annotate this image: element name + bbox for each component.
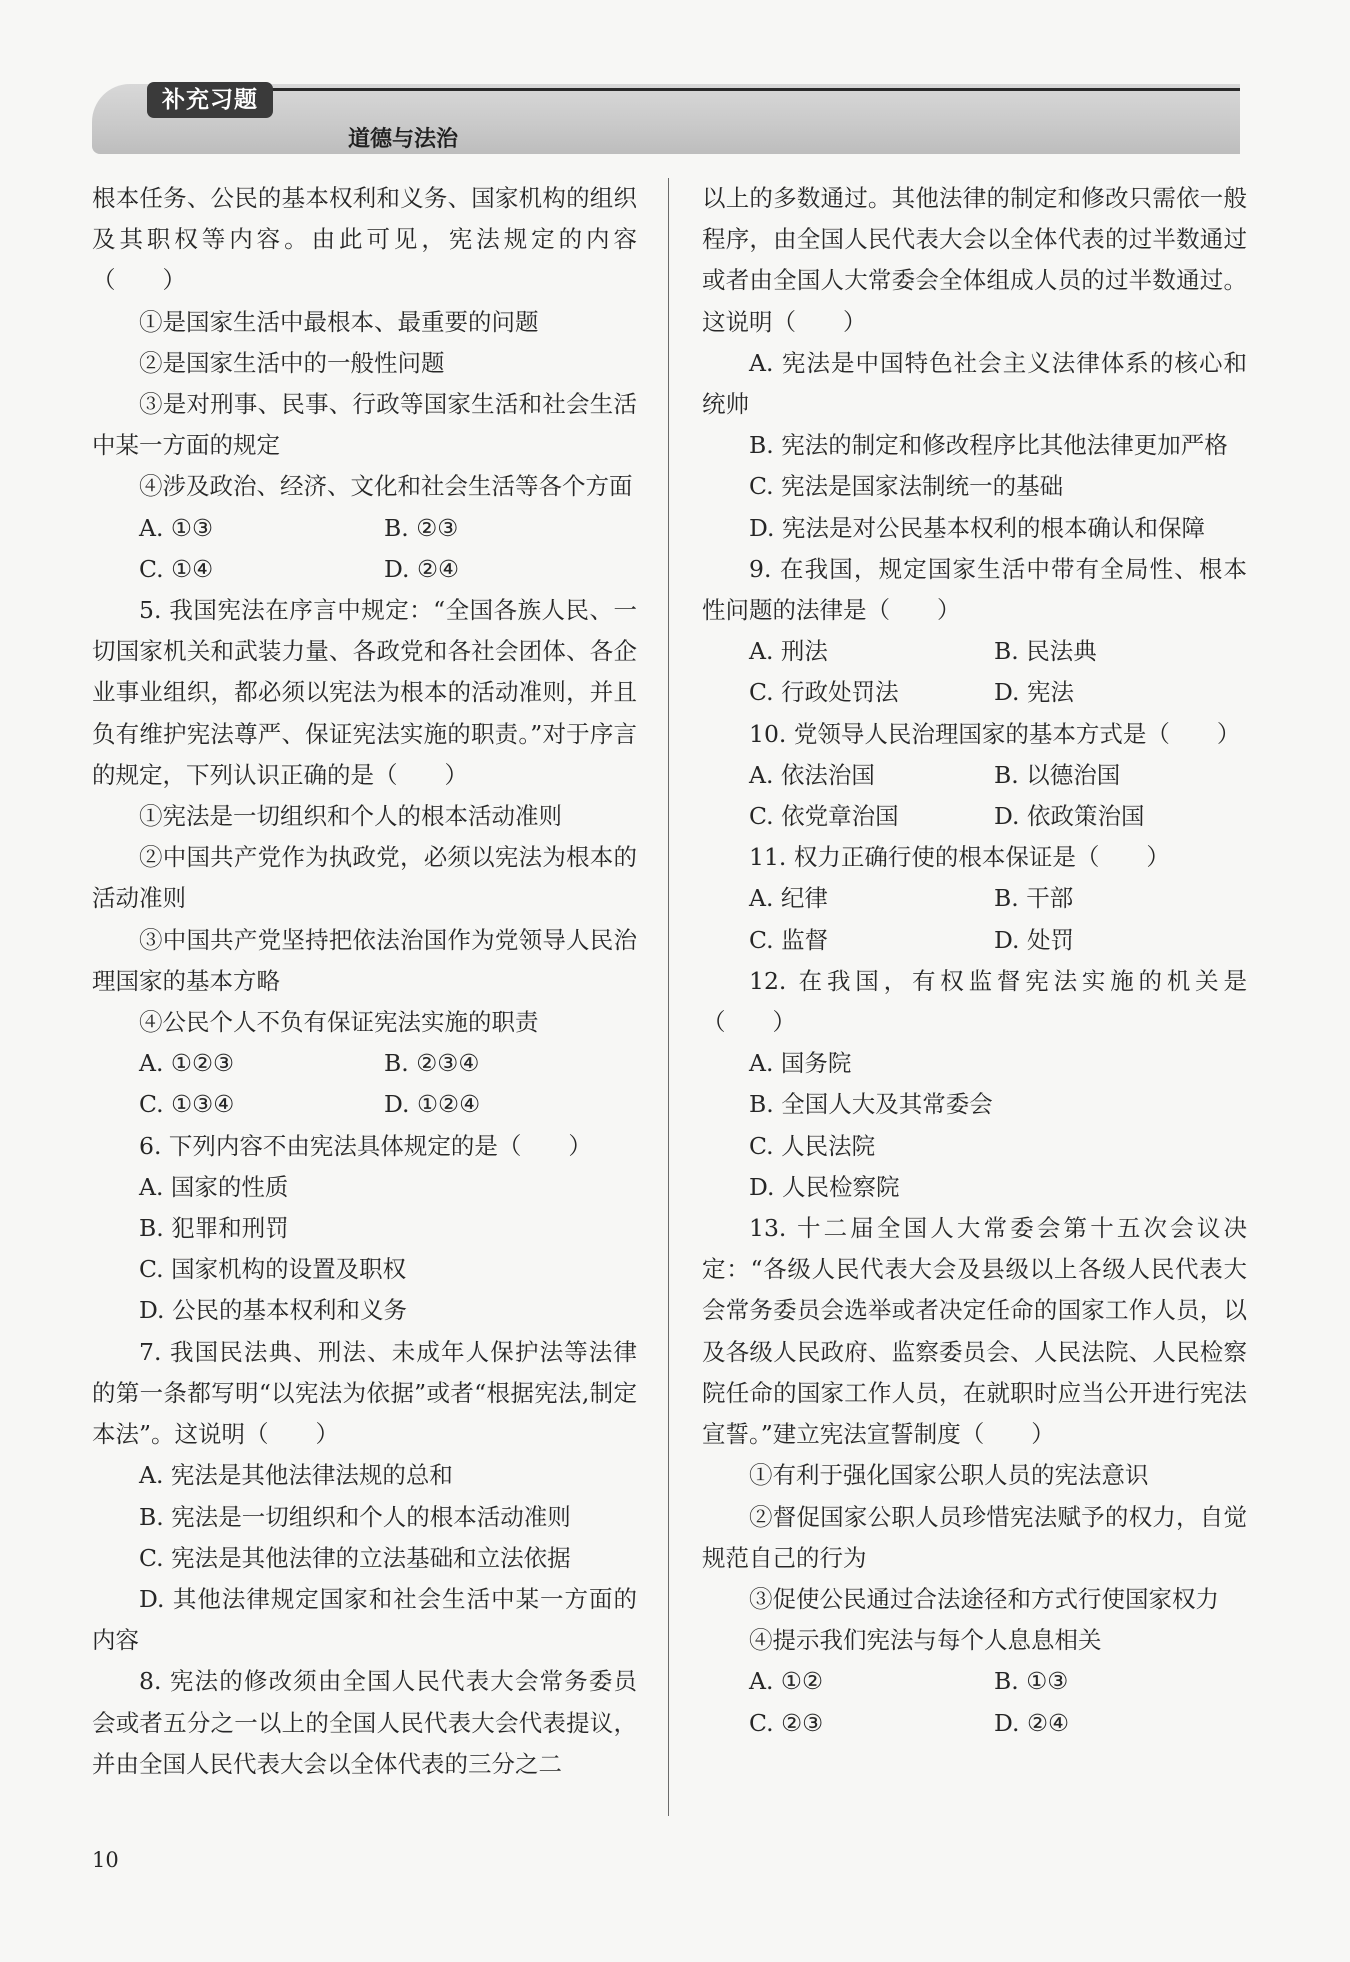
q13-options-row-1 — [702, 1661, 1247, 1702]
q5-option-a: A. ①②③ — [139, 1049, 235, 1078]
q4-options-row-1 — [92, 508, 637, 549]
q9-stem: 9. 在我国，规定国家生活中带有全局性、根本性问题的法律是（ ） — [702, 554, 1247, 625]
q6-stem: 6. 下列内容不由宪法具体规定的是（ ） — [139, 1131, 592, 1160]
q5-statement-1: ①宪法是一切组织和个人的根本活动准则 — [139, 802, 562, 831]
q10-options-row-1 — [702, 755, 1247, 796]
q10-option-a: A. 依法治国 — [749, 760, 875, 789]
page-header — [92, 84, 1240, 154]
q13-option-c: C. ②③ — [749, 1708, 824, 1737]
q13-option-a: A. ①② — [749, 1667, 824, 1696]
q7-stem: 7. 我国民法典、刑法、未成年人保护法等法律的第一条都写明“以宪法为依据”或者“根据宪法,制定本法”。这说明（ ） — [92, 1337, 637, 1449]
q12-stem: 12. 在我国，有权监督宪法实施的机关是（ ） — [702, 966, 1247, 1037]
q10-options-row-2 — [702, 796, 1247, 837]
q5-option-c: C. ①③④ — [139, 1090, 235, 1119]
left-column — [92, 178, 637, 1785]
q6-option-d: D. 公民的基本权利和义务 — [139, 1296, 407, 1325]
q11-option-b: B. 干部 — [994, 884, 1074, 913]
q13-statement-2: ②督促国家公职人员珍惜宪法赋予的权力，自觉规范自己的行为 — [702, 1502, 1247, 1572]
q11-option-d: D. 处罚 — [994, 925, 1074, 954]
q7-option-b: B. 宪法是一切组织和个人的根本活动准则 — [139, 1502, 571, 1531]
header-rule — [264, 88, 1240, 91]
q9-option-b: B. 民法典 — [994, 637, 1097, 666]
q11-option-a: A. 纪律 — [749, 884, 828, 913]
q8-option-d: D. 宪法是对公民基本权利的根本确认和保障 — [749, 513, 1205, 542]
q9-options-row-1 — [702, 631, 1247, 672]
q6-option-a: A. 国家的性质 — [139, 1172, 289, 1201]
q9-option-a: A. 刑法 — [749, 637, 828, 666]
q7-option-c: C. 宪法是其他法律的立法基础和立法依据 — [139, 1543, 571, 1572]
q8-stem-tail: 以上的多数通过。其他法律的制定和修改只需依一般程序，由全国人民代表大会以全体代表的过半数通过或者由全国人大常委会全体组成人员的过半数通过。这说明（ ） — [702, 184, 1247, 336]
q8-option-c: C. 宪法是国家法制统一的基础 — [749, 472, 1064, 501]
q5-options-row-2 — [92, 1084, 637, 1125]
q11-option-c: C. 监督 — [749, 925, 829, 954]
q12-option-a: A. 国务院 — [749, 1049, 852, 1078]
q4-options-row-2 — [92, 549, 637, 590]
q4-option-b: B. ②③ — [384, 513, 459, 542]
q13-options-row-2 — [702, 1703, 1247, 1744]
q4-option-c: C. ①④ — [139, 554, 214, 583]
q9-options-row-2 — [702, 672, 1247, 713]
q4-option-d: D. ②④ — [384, 554, 460, 583]
q7-option-d: D. 其他法律规定国家和社会生活中某一方面的内容 — [92, 1584, 637, 1655]
q8-option-a: A. 宪法是中国特色社会主义法律体系的核心和统帅 — [702, 348, 1247, 419]
q11-options-row-2 — [702, 920, 1247, 961]
q12-option-b: B. 全国人大及其常委会 — [749, 1090, 993, 1119]
q4-option-a: A. ①③ — [139, 513, 214, 542]
q5-statement-3: ③中国共产党坚持把依法治国作为党领导人民治理国家的基本方略 — [92, 925, 637, 995]
q5-statement-2: ②中国共产党作为执政党，必须以宪法为根本的活动准则 — [92, 843, 637, 913]
q12-option-d: D. 人民检察院 — [749, 1172, 900, 1201]
q6-option-b: B. 犯罪和刑罚 — [139, 1214, 289, 1243]
q13-option-d: D. ②④ — [994, 1708, 1070, 1737]
q9-option-d: D. 宪法 — [994, 678, 1074, 707]
q10-option-c: C. 依党章治国 — [749, 802, 899, 831]
q13-option-b: B. ①③ — [994, 1667, 1069, 1696]
q5-option-b: B. ②③④ — [384, 1049, 480, 1078]
q4-stem-tail: 根本任务、公民的基本权利和义务、国家机构的组织及其职权等内容。由此可见，宪法规定的内容（ ） — [92, 184, 637, 295]
q4-statement-3: ③是对刑事、民事、行政等国家生活和社会生活中某一方面的规定 — [92, 390, 637, 460]
page-number: 10 — [92, 1848, 119, 1872]
q13-statement-4: ④提示我们宪法与每个人息息相关 — [749, 1626, 1102, 1655]
q4-statement-4: ④涉及政治、经济、文化和社会生活等各个方面 — [139, 472, 633, 501]
q10-option-b: B. 以德治国 — [994, 760, 1121, 789]
subject-title: 道德与法治 — [348, 127, 459, 152]
q11-stem: 11. 权力正确行使的根本保证是（ ） — [749, 843, 1170, 872]
q9-option-c: C. 行政处罚法 — [749, 678, 899, 707]
q5-options-row-1 — [92, 1043, 637, 1084]
column-divider — [668, 178, 669, 1816]
q8-option-b: B. 宪法的制定和修改程序比其他法律更加严格 — [749, 431, 1228, 460]
q4-statement-2: ②是国家生活中的一般性问题 — [139, 348, 445, 377]
q13-statement-3: ③促使公民通过合法途径和方式行使国家权力 — [749, 1584, 1219, 1613]
q8-stem-head: 8. 宪法的修改须由全国人民代表大会常务委员会或者五分之一以上的全国人民代表大会代表提议，并由全国人民代表大会以全体代表的三分之二 — [92, 1667, 637, 1778]
q6-option-c: C. 国家机构的设置及职权 — [139, 1255, 407, 1284]
q11-options-row-1 — [702, 878, 1247, 919]
section-badge: 补充习题 — [147, 82, 273, 118]
right-column — [702, 178, 1247, 1744]
q5-option-d: D. ①②④ — [384, 1090, 481, 1119]
q13-statement-1: ①有利于强化国家公职人员的宪法意识 — [749, 1461, 1149, 1490]
q10-option-d: D. 依政策治国 — [994, 802, 1145, 831]
q13-stem: 13. 十二届全国人大常委会第十五次会议决定：“各级人民代表大会及县级以上各级人民代表大会常务委员会选举或者决定任命的国家工作人员，以及各级人民政府、监察委员会、人民法院、人民检察院任命的国家工作人员，在就职时应当公开进行宪法宣誓。”建立宪法宣誓制度（ ） — [702, 1214, 1247, 1449]
q7-option-a: A. 宪法是其他法律法规的总和 — [139, 1461, 453, 1490]
q5-statement-4: ④公民个人不负有保证宪法实施的职责 — [139, 1008, 539, 1037]
q10-stem: 10. 党领导人民治理国家的基本方式是（ ） — [749, 719, 1241, 748]
q4-statement-1: ①是国家生活中最根本、最重要的问题 — [139, 307, 539, 336]
q12-option-c: C. 人民法院 — [749, 1131, 876, 1160]
q5-stem: 5. 我国宪法在序言中规定：“全国各族人民、一切国家机关和武装力量、各政党和各社会团体、各企业事业组织，都必须以宪法为根本的活动准则，并且负有维护宪法尊严、保证宪法实施的职责。”对于序言的规定，下列认识正确的是（ ） — [92, 596, 637, 789]
